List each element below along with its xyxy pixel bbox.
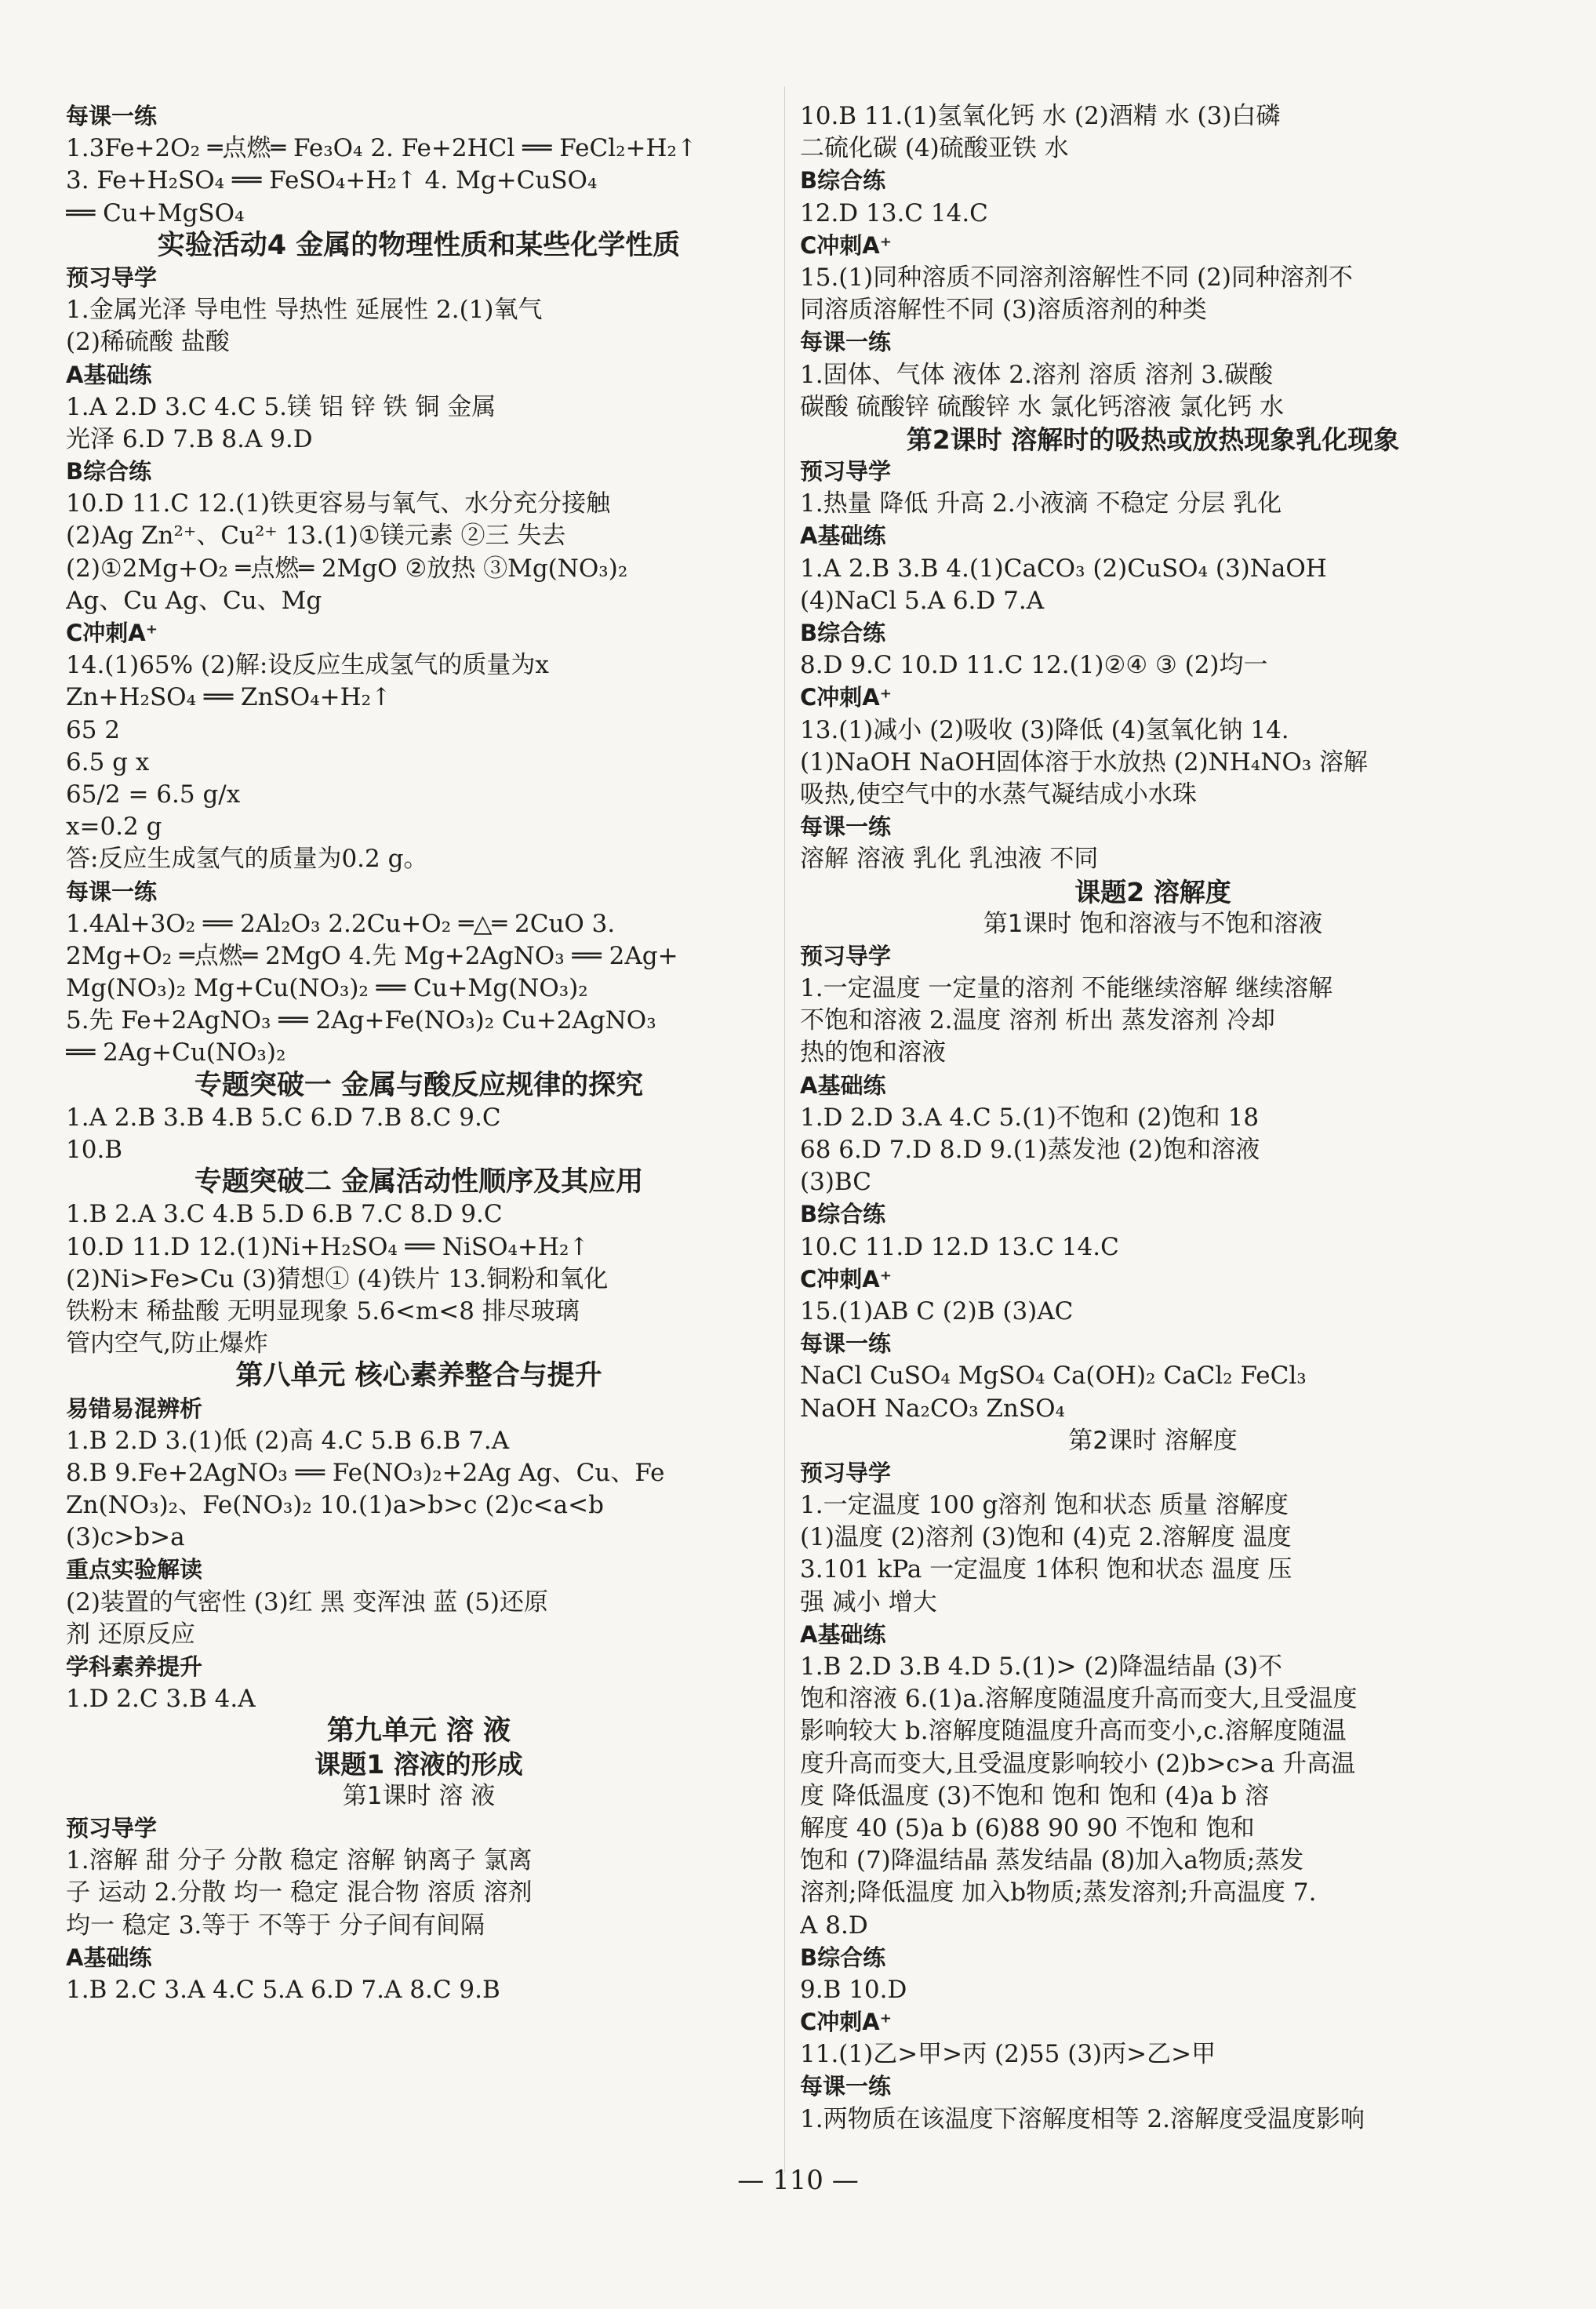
section-label: B综合练: [800, 1944, 886, 1971]
section-label: B综合练: [800, 620, 886, 646]
answer-line: (2)①2Mg+O₂ ═点燃═ 2MgO ②放热 ③Mg(NO₃)₂: [66, 554, 628, 583]
answer-line: 管内空气,防止爆炸: [66, 1329, 268, 1358]
answer-line: 1.B 2.C 3.A 4.C 5.A 6.D 7.A 8.C 9.B: [66, 1975, 500, 2004]
section-label: 预习导学: [800, 458, 892, 485]
section-label: 每课一练: [800, 2073, 892, 2100]
answer-line: 子 运动 2.分散 均一 稳定 混合物 溶质 溶剂: [66, 1878, 533, 1907]
answer-line: 15.(1)同种溶质不同溶剂溶解性不同 (2)同种溶剂不: [800, 263, 1353, 292]
answer-line: (2)Ag Zn²⁺、Cu²⁺ 13.(1)①镁元素 ②三 失去: [66, 522, 566, 551]
answer-line: 碳酸 硫酸锌 硫酸锌 水 氯化钙溶液 氯化钙 水: [800, 392, 1285, 421]
answer-line: 1.4Al+3O₂ ══ 2Al₂O₃ 2.2Cu+O₂ ═△═ 2CuO 3.: [66, 909, 616, 938]
answer-line: 1.B 2.A 3.C 4.B 5.D 6.B 7.C 8.D 9.C: [66, 1200, 503, 1229]
section-label: B综合练: [800, 1201, 886, 1228]
section-label: 每课一练: [800, 329, 892, 356]
section-label: 预习导学: [800, 1459, 892, 1486]
answer-line: 1.D 2.D 3.A 4.C 5.(1)不饱和 (2)饱和 18: [800, 1103, 1260, 1132]
section-label: 重点实验解读: [66, 1556, 203, 1584]
answer-line: 1.A 2.D 3.C 4.C 5.镁 铝 锌 铁 铜 金属: [66, 392, 496, 421]
answer-line: 2Mg+O₂ ═点燃═ 2MgO 4.先 Mg+2AgNO₃ ══ 2Ag+: [66, 941, 678, 970]
section-label: 预习导学: [66, 264, 158, 291]
answer-line: 1.D 2.C 3.B 4.A: [66, 1685, 256, 1714]
section-heading: 课题2 溶解度: [1074, 876, 1231, 907]
answer-line: 饱和溶液 6.(1)a.溶解度随温度升高而变大,且受温度: [800, 1685, 1358, 1714]
answer-line: 13.(1)减小 (2)吸收 (3)降低 (4)氢氧化钠 14.: [800, 715, 1289, 744]
section-label: 预习导学: [66, 1814, 158, 1842]
answer-line: 1.一定温度 100 g溶剂 饱和状态 质量 溶解度: [800, 1491, 1289, 1520]
answer-line: ══ Cu+MgSO₄: [66, 198, 245, 227]
answer-line: (4)NaCl 5.A 6.D 7.A: [800, 586, 1045, 615]
answer-line: NaOH Na₂CO₃ ZnSO₄: [800, 1394, 1065, 1423]
section-label: 易错易混辨析: [66, 1394, 203, 1422]
answer-line: 10.B: [66, 1136, 123, 1164]
answer-line: 强 减小 增大: [800, 1587, 937, 1616]
section-label: C冲刺A⁺: [66, 620, 158, 646]
section-label: C冲刺A⁺: [800, 1265, 893, 1293]
answer-line: 65 2: [66, 715, 121, 744]
section-heading: 第1课时 饱和溶液与不饱和溶液: [983, 909, 1323, 938]
answer-line: Ag、Cu Ag、Cu、Mg: [66, 586, 322, 615]
section-label: 每课一练: [66, 103, 158, 129]
answer-line: 15.(1)AB C (2)B (3)AC: [800, 1296, 1074, 1325]
answer-line: NaCl CuSO₄ MgSO₄ Ca(OH)₂ CaCl₂ FeCl₃: [800, 1362, 1307, 1391]
answer-line: 度升高而变大,且受温度影响较小 (2)b>c>a 升高温: [800, 1749, 1356, 1778]
answer-line: 1.两物质在该温度下溶解度相等 2.溶解度受温度影响: [800, 2104, 1365, 2133]
answer-line: 9.B 10.D: [800, 1975, 907, 2004]
section-heading: 第八单元 核心素养整合与提升: [235, 1360, 602, 1392]
answer-line: Mg(NO₃)₂ Mg+Cu(NO₃)₂ ══ Cu+Mg(NO₃)₂: [66, 974, 588, 1003]
answer-line: 同溶质溶解性不同 (3)溶质溶剂的种类: [800, 296, 1207, 325]
column-divider: [784, 86, 785, 2173]
answer-line: x=0.2 g: [66, 813, 162, 842]
section-label: A基础练: [800, 1620, 886, 1648]
section-label: B综合练: [800, 167, 886, 195]
section-label: 学科素养提升: [66, 1653, 203, 1680]
answer-line: Zn+H₂SO₄ ══ ZnSO₄+H₂↑: [66, 683, 392, 712]
section-heading: 课题1 溶液的形成: [314, 1748, 523, 1780]
section-label: 每课一练: [66, 878, 158, 905]
answer-line: 解度 40 (5)a b (6)88 90 90 不饱和 饱和: [800, 1813, 1255, 1842]
section-label: 每课一练: [800, 1330, 892, 1358]
answer-line: 溶解 溶液 乳化 乳浊液 不同: [800, 845, 1099, 874]
section-label: 预习导学: [800, 942, 892, 969]
page-number: — 110 —: [737, 2165, 859, 2196]
section-heading: 第九单元 溶 液: [326, 1715, 511, 1747]
section-label: 每课一练: [800, 813, 892, 841]
answer-line: 二硫化碳 (4)硫酸亚铁 水: [800, 134, 1069, 163]
answer-line: 度 降低温度 (3)不饱和 饱和 饱和 (4)a b 溶: [800, 1781, 1270, 1810]
answer-line: 1.一定温度 一定量的溶剂 不能继续溶解 继续溶解: [800, 974, 1333, 1003]
section-label: A基础练: [66, 361, 152, 388]
answer-line: (3)BC: [800, 1168, 871, 1197]
section-label: A基础练: [800, 1071, 886, 1099]
answer-line: 均一 稳定 3.等于 不等于 分子间有间隔: [66, 1911, 485, 1940]
section-label: B综合练: [66, 458, 152, 485]
answer-line: (2)稀硫酸 盐酸: [66, 328, 230, 357]
answer-line: 65/2 = 6.5 g/x: [66, 780, 241, 809]
answer-line: 1.固体、气体 液体 2.溶剂 溶质 溶剂 3.碳酸: [800, 360, 1273, 389]
answer-line: (2)装置的气密性 (3)红 黑 变浑浊 蓝 (5)还原: [66, 1587, 549, 1616]
answer-line: 12.D 13.C 14.C: [800, 198, 988, 227]
section-heading: 第1课时 溶 液: [342, 1781, 496, 1810]
section-label: C冲刺A⁺: [800, 2009, 893, 2036]
answer-line: 1.3Fe+2O₂ ═点燃═ Fe₃O₄ 2. Fe+2HCl ══ FeCl₂+H₂↑: [66, 134, 697, 163]
answer-line: 1.热量 降低 升高 2.小液滴 不稳定 分层 乳化: [800, 489, 1282, 518]
answer-line: A 8.D: [800, 1911, 868, 1940]
section-heading: 第2课时 溶解时的吸热或放热现象乳化现象: [906, 424, 1400, 455]
answer-line: 3.101 kPa 一定温度 1体积 饱和状态 温度 压: [800, 1555, 1292, 1584]
answer-line: 铁粉末 稀盐酸 无明显现象 5.6<m<8 排尽玻璃: [66, 1296, 580, 1325]
answer-line: 影响较大 b.溶解度随温度升高而变小,c.溶解度随温: [800, 1717, 1347, 1746]
answer-line: 光泽 6.D 7.B 8.A 9.D: [66, 424, 313, 453]
section-heading: 实验活动4 金属的物理性质和某些化学性质: [157, 229, 681, 261]
answer-line: 10.C 11.D 12.D 13.C 14.C: [800, 1232, 1119, 1261]
section-label: C冲刺A⁺: [800, 231, 893, 259]
answer-line: 68 6.D 7.D 8.D 9.(1)蒸发池 (2)饱和溶液: [800, 1136, 1260, 1164]
answer-line: 饱和 (7)降温结晶 蒸发结晶 (8)加入a物质;蒸发: [800, 1846, 1304, 1875]
answer-line: 1.B 2.D 3.(1)低 (2)高 4.C 5.B 6.B 7.A: [66, 1426, 510, 1455]
section-heading: 第2课时 溶解度: [1068, 1426, 1238, 1455]
answer-line: 6.5 g x: [66, 747, 150, 776]
section-label: A基础练: [66, 1944, 152, 1971]
section-heading: 专题突破一 金属与酸反应规律的探究: [194, 1069, 644, 1101]
answer-line: 3. Fe+H₂SO₄ ══ FeSO₄+H₂↑ 4. Mg+CuSO₄: [66, 166, 598, 195]
answer-line: 14.(1)65% (2)解:设反应生成氢气的质量为x: [66, 651, 549, 680]
answer-line: 8.B 9.Fe+2AgNO₃ ══ Fe(NO₃)₂+2Ag Ag、Cu、Fe: [66, 1458, 665, 1487]
answer-line: 热的饱和溶液: [800, 1038, 946, 1067]
answer-line: (2)Ni>Fe>Cu (3)猜想① (4)铁片 13.铜粉和氧化: [66, 1264, 609, 1293]
answer-line: 吸热,使空气中的水蒸气凝结成小水珠: [800, 780, 1197, 809]
section-label: C冲刺A⁺: [800, 684, 893, 711]
left-column: [66, 100, 772, 2006]
answer-line: 剂 还原反应: [66, 1620, 195, 1649]
answer-line: 1.A 2.B 3.B 4.(1)CaCO₃ (2)CuSO₄ (3)NaOH: [800, 554, 1327, 583]
answer-line: 1.A 2.B 3.B 4.B 5.C 6.D 7.B 8.C 9.C: [66, 1103, 501, 1132]
section-heading: 专题突破二 金属活动性顺序及其应用: [194, 1166, 644, 1198]
answer-line: 不饱和溶液 2.温度 溶剂 析出 蒸发溶剂 冷却: [800, 1006, 1275, 1035]
section-label: A基础练: [800, 522, 886, 550]
answer-line: 1.B 2.D 3.B 4.D 5.(1)> (2)降温结晶 (3)不: [800, 1653, 1282, 1681]
answer-line: 1.溶解 甜 分子 分散 稳定 溶解 钠离子 氯离: [66, 1846, 533, 1875]
answer-line: 1.金属光泽 导电性 导热性 延展性 2.(1)氧气: [66, 296, 543, 325]
answer-line: 溶剂;降低温度 加入b物质;蒸发溶剂;升高温度 7.: [800, 1878, 1317, 1907]
answer-line: (3)c>b>a: [66, 1523, 185, 1552]
answer-line: ══ 2Ag+Cu(NO₃)₂: [66, 1038, 286, 1067]
answer-line: Zn(NO₃)₂、Fe(NO₃)₂ 10.(1)a>b>c (2)c<a<b: [66, 1491, 604, 1520]
answer-line: 5.先 Fe+2AgNO₃ ══ 2Ag+Fe(NO₃)₂ Cu+2AgNO₃: [66, 1006, 656, 1035]
answer-line: 答:反应生成氢气的质量为0.2 g。: [66, 845, 428, 874]
answer-line: 10.B 11.(1)氢氧化钙 水 (2)酒精 水 (3)白磷: [800, 102, 1281, 130]
answer-line: (1)NaOH NaOH固体溶于水放热 (2)NH₄NO₃ 溶解: [800, 747, 1369, 776]
answer-line: 11.(1)乙>甲>丙 (2)55 (3)丙>乙>甲: [800, 2040, 1216, 2069]
answer-line: (1)温度 (2)溶剂 (3)饱和 (4)克 2.溶解度 温度: [800, 1523, 1292, 1552]
right-column: [800, 100, 1506, 2136]
answer-line: 10.D 11.C 12.(1)铁更容易与氧气、水分充分接触: [66, 489, 611, 518]
answer-line: 8.D 9.C 10.D 11.C 12.(1)②④ ③ (2)均一: [800, 651, 1268, 680]
answer-line: 10.D 11.D 12.(1)Ni+H₂SO₄ ══ NiSO₄+H₂↑: [66, 1232, 590, 1261]
